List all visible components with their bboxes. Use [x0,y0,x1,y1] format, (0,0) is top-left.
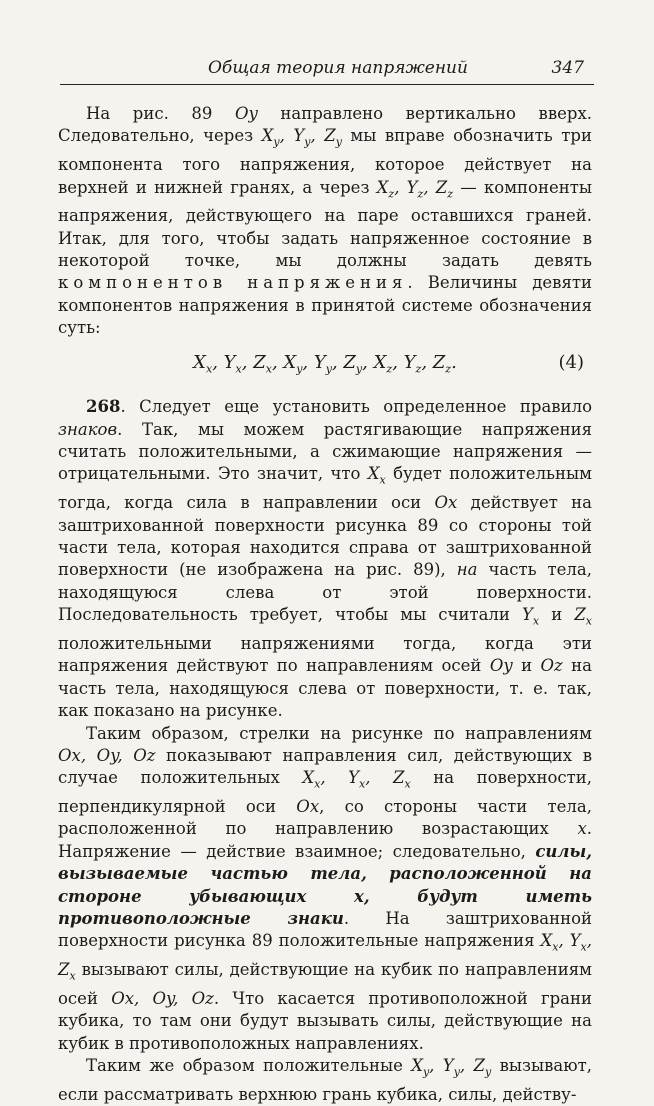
text-run: и [539,605,575,625]
axis-symbol: Ox [296,797,320,817]
spaced-emphasis: компонентов напряжения [58,273,408,293]
text-run: , со стороны части тела, расположенной по направлению возрастающих [58,797,592,839]
text-run: часть тела, находящуюся слева от этой поверхности. Последовательность требует, чтобы мы считали [58,560,592,625]
text-run: вызывают, если рассматривать верхнюю грань кубика, силы, действу- [58,1056,592,1104]
text-run: . Величины девяти компонентов напряжения в принятой системе обозначения суть: [58,273,592,338]
text-run: Таким образом, стрелки на рисунке по направлениям [86,723,592,743]
text-run: . Что касается противоположной грани кубика, то там они будут вызывать силы, действующие на кубик в противоположных направлениях. [58,988,592,1053]
emphasized-statement: силы, вызываемые частью тела, расположенной на стороне убывающих x, будут иметь противоположные знаки [58,841,592,929]
axis-symbol: Ox [434,493,458,513]
paragraph-3 [58,723,592,1056]
text-run: . На заштрихованной поверхности рисунка 89 положительные напряжения [58,909,592,951]
text-run: — компоненты напряжения, действующего на паре оставшихся граней. Итак, для того, чтобы задать напряженное состояние в некоторой точке, мы должны задать девять [58,177,592,271]
text-run: . Так, мы можем растягивающие напряжения считать положительными, а сжимающие напряжения — отрицательными. Это значит, что [58,419,592,484]
stress-components: $X_y$, $Y_y$, $Z_y$ [411,1056,492,1079]
axis-symbols: Ox, Oy, Oz [111,988,214,1008]
stress-component: $Z_x$ [574,605,592,628]
text-run: на поверхности, перпендикулярной оси [58,768,592,817]
text-run: будет положительным тогда, когда сила в направлении оси [58,464,592,513]
equation-number: (4) [558,351,584,373]
text-run: положительными напряжениями тогда, когда эти напряжения действуют по направлениям осей [58,633,592,676]
text-run: На рис. 89 [86,104,235,123]
text-run: действует на заштрихованной поверхности рисунка 89 со стороны той части тела, которая находится справа от заштрихованной поверхности (не изображена на рис. 89), [58,493,592,580]
italic-term: знаков [58,419,118,439]
axis-symbol: Oy [234,104,258,123]
text-run: направлено вертикально вверх. Следовательно, через [58,104,592,146]
axis-symbol: Oy [489,656,513,676]
axis-symbols: Ox, Oy, Oz [58,745,156,765]
formula-4 [58,350,592,383]
paragraph-4 [58,1055,592,1106]
variable-symbol: x [577,819,587,839]
text-run: на часть тела, находящуюся слева от поверхности, т. е. так, как показано на рисунке. [58,656,592,721]
page-body [58,103,592,1106]
formula-text: $X_x$, $Y_x$, $Z_x$, $X_y$, $Y_y$, $Z_y$, $X_z$, $Y_z$, $Z_z$. [193,351,457,376]
page-number: 347 [551,58,584,78]
text-run: показывают направления сил, действующих в случае положительных [58,745,592,788]
text-run: . Следует еще установить определенное правило [120,397,592,417]
paragraph-1 [58,103,592,340]
text-run: Таким же образом положительные [86,1056,412,1076]
text-run: и [512,656,541,676]
header-title: Общая теория напряжений [208,58,468,78]
section-number: 268 [86,397,121,417]
text-run: . Напряжение — действие взаимное; следовательно, [58,819,592,861]
axis-symbol: Oz [540,656,563,676]
header-rule [60,84,594,85]
stress-components: $X_y$, $Y_y$, $Z_y$ [261,126,342,149]
italic-term: на [456,560,478,580]
stress-components: $X_z$, $Y_z$, $Z_z$ [376,177,454,200]
text-run: мы вправе обозначить три компонента того напряжения, которое действует на верхней и нижней гранях, а через [58,126,592,197]
stress-components: $X_x$, $Y_x$, $Z_x$ [58,931,592,983]
stress-component: $Y_x$ [521,605,540,628]
stress-component: $X_x$ [367,464,386,487]
text-run: вызывают силы, действующие на кубик по направлениям осей [58,960,592,1008]
paragraph-268 [58,396,592,722]
stress-components: $X_x$, $Y_x$, $Z_x$ [302,768,411,791]
